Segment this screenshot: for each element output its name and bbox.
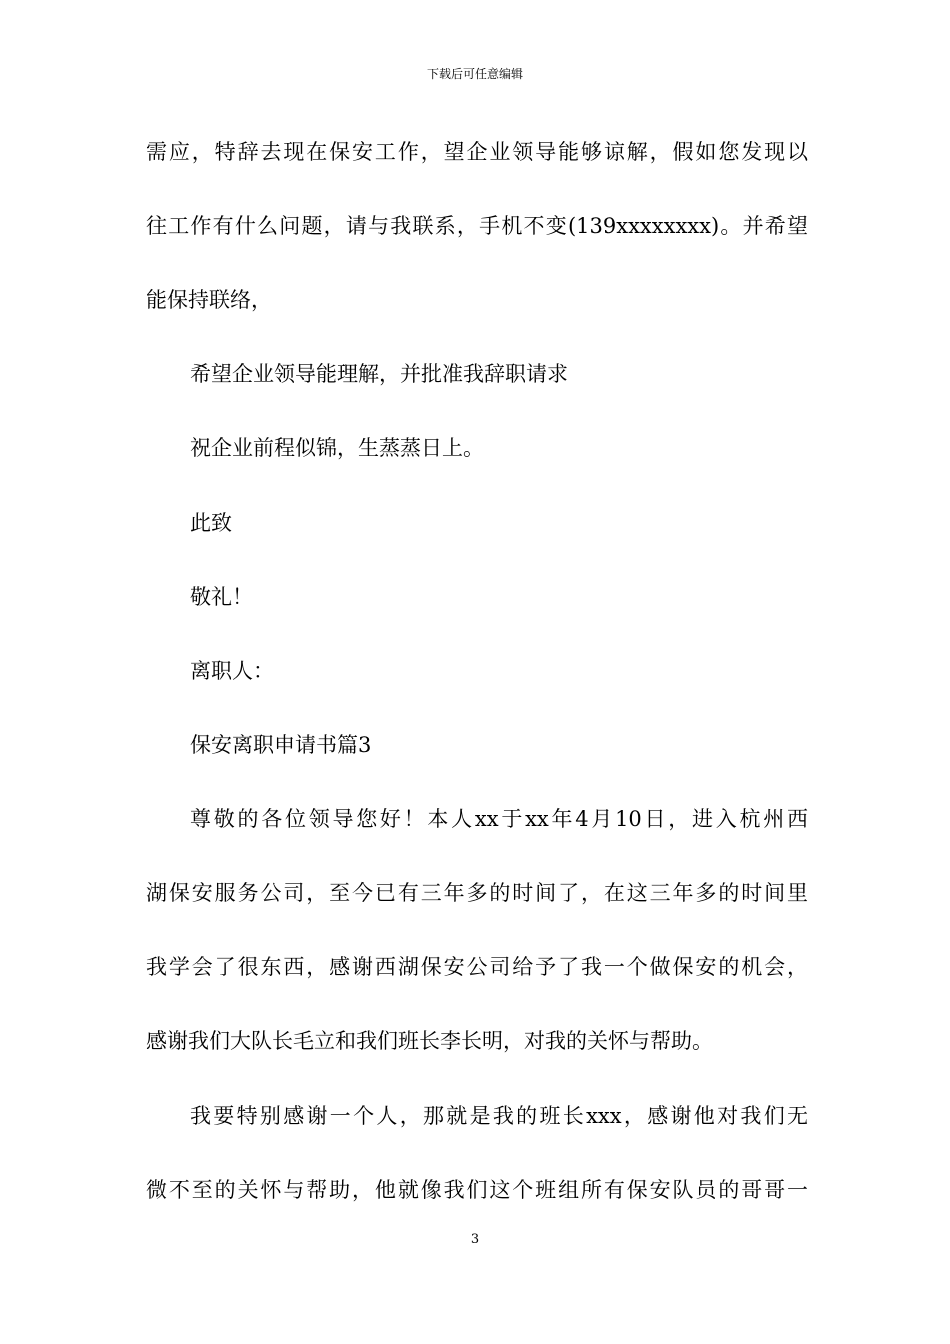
closing-regards: 敬礼！ xyxy=(190,585,253,609)
body-line: 感谢我们大队长毛立和我们班长李长明，对我的关怀与帮助。 xyxy=(146,1029,713,1053)
body-line: 湖保安服务公司，至今已有三年多的时间了，在这三年多的时间里 xyxy=(146,881,808,905)
body-line: 尊敬的各位领导您好！本人xx于xx年4月10日，进入杭州西 xyxy=(190,807,808,831)
body-line: 我学会了很东西，感谢西湖保安公司给予了我一个做保安的机会， xyxy=(146,955,808,979)
page-number: 3 xyxy=(470,1232,480,1247)
body-line: 需应，特辞去现在保安工作，望企业领导能够谅解，假如您发现以 xyxy=(146,140,808,164)
body-line: 往工作有什么问题，请与我联系，手机不变(139xxxxxxxx)。并希望 xyxy=(146,214,808,238)
body-line: 我要特别感谢一个人，那就是我的班长xxx，感谢他对我们无 xyxy=(190,1104,808,1128)
closing-salutation: 此致 xyxy=(190,511,232,535)
body-line: 微不至的关怀与帮助，他就像我们这个班组所有保安队员的哥哥一 xyxy=(146,1178,808,1202)
signature-label: 离职人： xyxy=(190,659,274,683)
body-line: 祝企业前程似锦，生蒸蒸日上。 xyxy=(190,436,484,460)
page-header: 下载后可任意编辑 xyxy=(426,67,523,81)
section-title: 保安离职申请书篇3 xyxy=(190,733,372,757)
body-line: 能保持联络， xyxy=(146,288,272,312)
body-line: 希望企业领导能理解，并批准我辞职请求 xyxy=(190,362,568,386)
